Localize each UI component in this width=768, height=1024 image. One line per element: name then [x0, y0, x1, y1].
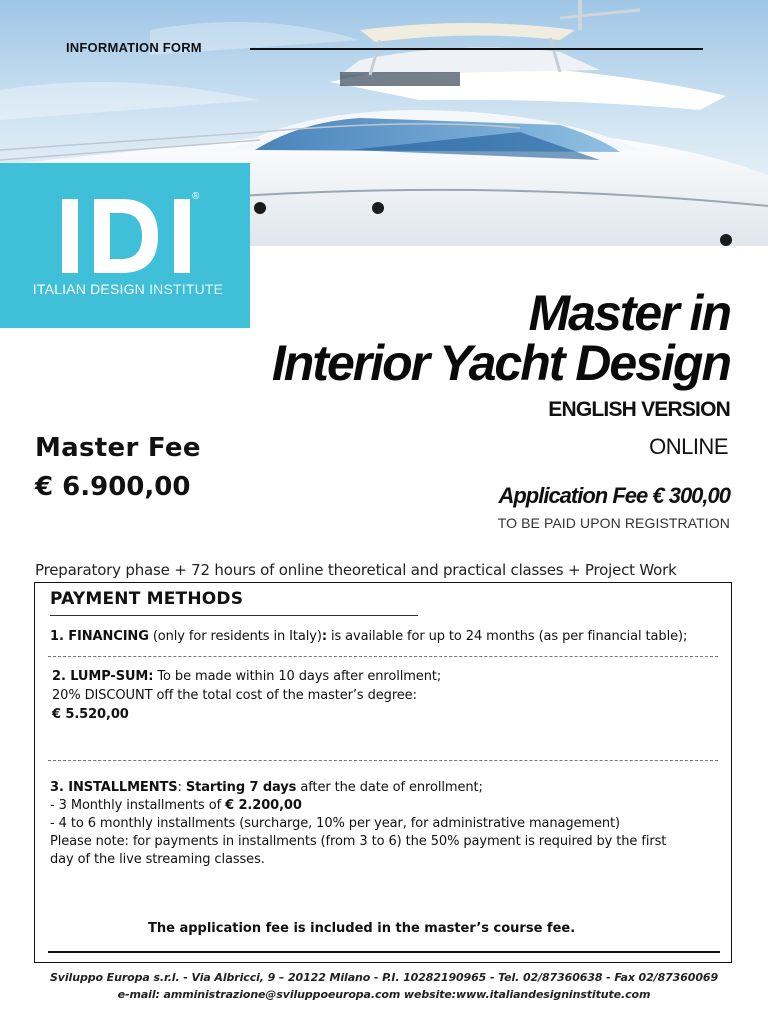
dashed-divider [48, 760, 718, 761]
version-label: ENGLISH VERSION [548, 398, 730, 421]
lump-sum-amount [52, 707, 129, 722]
installments-after: after the date of enrollment; [296, 780, 483, 795]
title-line2: Interior Yacht Design [271, 335, 730, 391]
logo-wordmark-part1: ITALIAN DESIGN [32, 281, 145, 297]
payment-methods-title: PAYMENT METHODS [50, 589, 244, 609]
financing-rest: is available for up to 24 months (as per financial table); [326, 629, 688, 644]
payment-title-rule [50, 615, 418, 616]
installments-sep: : [177, 780, 186, 795]
lump-sum-discount: 20% DISCOUNT off the total cost of the master’s degree: [52, 688, 417, 703]
lump-sum-rest: To be made within 10 days after enrollment; [153, 669, 442, 684]
header-rule [250, 48, 703, 50]
installments-lead: 3. INSTALLMENTS [50, 780, 178, 795]
logo-wordmark [0, 281, 256, 297]
installments-3-amount: € 2.200,00 [225, 798, 302, 813]
mode-label: ONLINE [649, 434, 728, 459]
application-fee: Application Fee € 300,00 [498, 483, 730, 508]
idi-logo [0, 163, 250, 328]
financing-line [50, 629, 687, 644]
installments-3-text: - 3 Monthly installments of [50, 798, 226, 813]
installments-4-6: - 4 to 6 monthly installments (surcharge, 10% per year, for administrative management) [50, 816, 621, 831]
master-fee-label: Master Fee [35, 433, 201, 463]
registered-mark: ® [192, 191, 200, 202]
title-line1: Master in [528, 285, 730, 341]
financing-lead: 1. FINANCING [50, 629, 149, 644]
installments-starting: Starting 7 days [185, 780, 297, 795]
lump-sum-line [52, 669, 441, 684]
master-fee-value: € 6.900,00 [35, 472, 191, 502]
application-fee-note: TO BE PAID UPON REGISTRATION [497, 515, 730, 531]
financing-colon: : [321, 629, 327, 644]
bottom-rule [48, 951, 720, 953]
installments-3-monthly [50, 798, 302, 813]
lump-sum-lead: 2. LUMP-SUM: [52, 669, 154, 684]
dashed-divider [48, 656, 718, 657]
lump-sum-amount-value: € 5.520,00 [52, 707, 129, 722]
included-note: The application fee is included in the master’s course fee. [148, 921, 576, 936]
program-description: Preparatory phase + 72 hours of online theoretical and practical classes + Project Work [35, 561, 677, 579]
financing-paren: (only for residents in Italy) [148, 629, 322, 644]
logo-wordmark-part2: INSTITUTE [145, 281, 224, 297]
form-label: INFORMATION FORM [66, 40, 202, 55]
installments-note-2: day of the live streaming classes. [50, 852, 265, 867]
footer-company: Sviluppo Europa s.r.l. - Via Albricci, 9 – 20122 Milano - P.I. 10282190965 - Tel. 02/87360638 - Fax 02/87360069 [49, 971, 719, 984]
idi-logo-mark [62, 199, 192, 273]
installments-note-1: Please note: for payments in installments (from 3 to 6) the 50% payment is required by the first [50, 834, 667, 849]
footer-contacts: e-mail: amministrazione@sviluppoeuropa.com website:www.italiandesigninstitute.com [117, 988, 651, 1001]
installments-line [50, 780, 483, 795]
